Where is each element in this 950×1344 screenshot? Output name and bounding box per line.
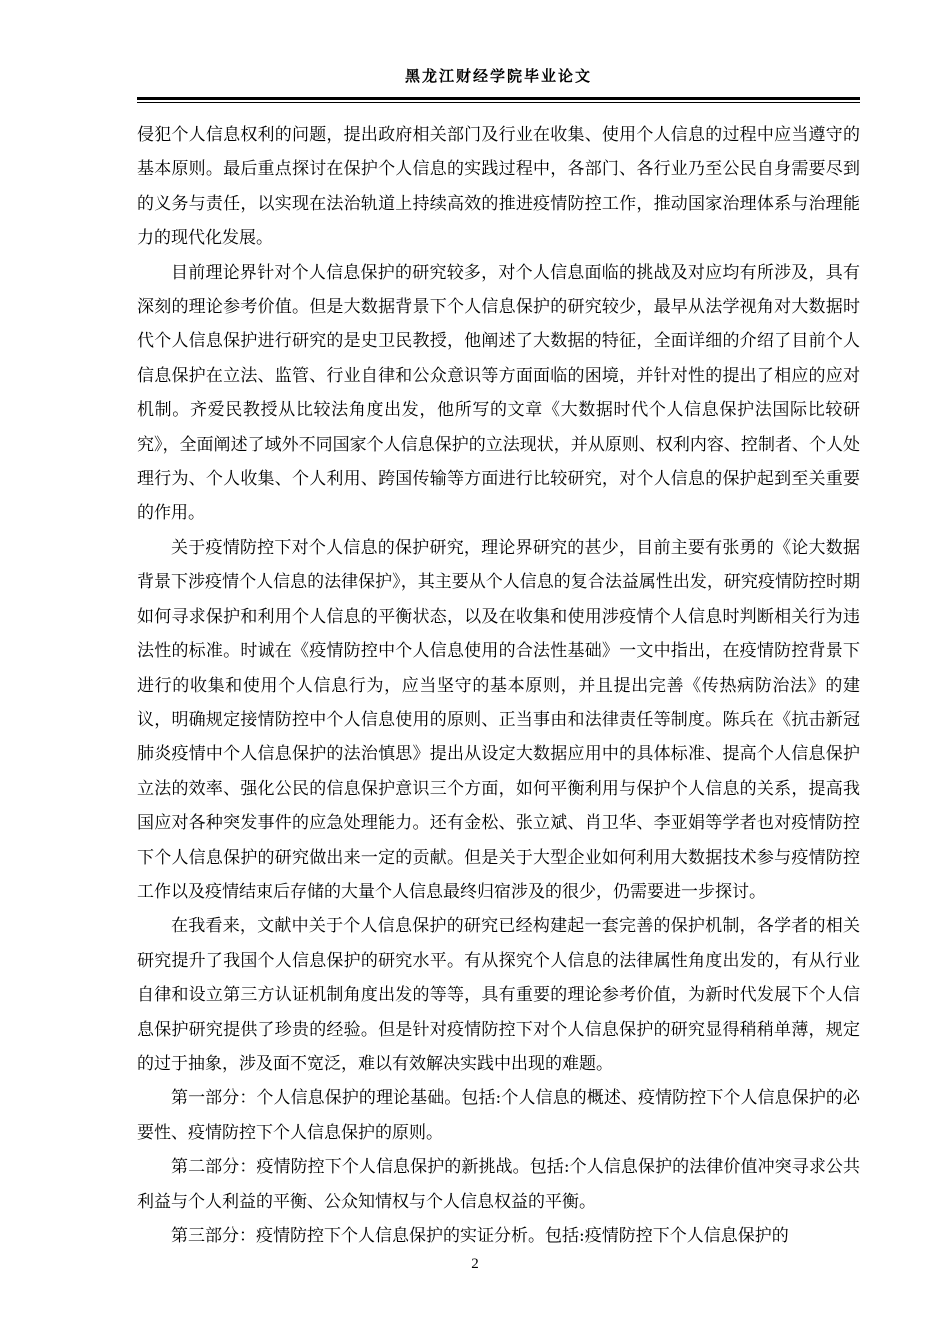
paragraph-4: 在我看来，文献中关于个人信息保护的研究已经构建起一套完善的保护机制，各学者的相关研究提升了我国个人信息保护的研究水平。有从探究个人信息的法律属性角度出发的，有从行业自律和设立第三方认证机制角度出发的等等，具有重要的理论参考价值，为新时代发展下个人信息保护研究提供了珍贵的经验。但是针对疫情防控下对个人信息保护的研究显得稍稍单薄，规定的过于抽象，涉及面不宽泛，难以有效解决实践中出现的难题。	[137, 916, 860, 1074]
header-rule-thin	[137, 102, 860, 103]
paragraph-5: 第一部分：个人信息保护的理论基础。包括:个人信息的概述、疫情防控下个人信息保护的必要性、疫情防控下个人信息保护的原则。	[137, 1088, 860, 1143]
paragraph-3: 关于疫情防控下对个人信息的保护研究，理论界研究的甚少，目前主要有张勇的《论大数据背景下涉疫情个人信息的法律保护》，其主要从个人信息的复合法益属性出发，研究疫情防控时期如何寻求保护和利用个人信息的平衡状态，以及在收集和使用涉疫情个人信息时判断相关行为违法性的标准。时诚在《疫情防控中个人信息使用的合法性基础》一文中指出，在疫情防控背景下进行的收集和使用个人信息行为，应当坚守的基本原则，并且提出完善《传热病防治法》的建议，明确规定接情防控中个人信息使用的原则、正当事由和法律责任等制度。陈兵在《抗击新冠肺炎疫情中个人信息保护的法治慎思》提出从设定大数据应用中的具体标准、提高个人信息保护立法的效率、强化公民的信息保护意识三个方面，如何平衡利用与保护个人信息的关系，提高我国应对各种突发事件的应急处理能力。还有金松、张立斌、肖卫华、李亚娟等学者也对疫情防控下个人信息保护的研究做出来一定的贡献。但是关于大型企业如何利用大数据技术参与疫情防控工作以及疫情结束后存储的大量个人信息最终归宿涉及的很少，仍需要进一步探讨。	[137, 537, 860, 902]
paragraph-7: 第三部分：疫情防控下个人信息保护的实证分析。包括:疫情防控下个人信息保护的	[171, 1226, 789, 1246]
paragraph-2: 目前理论界针对个人信息保护的研究较多，对个人信息面临的挑战及对应均有所涉及，具有深刻的理论参考价值。但是大数据背景下个人信息保护的研究较少，最早从法学视角对大数据时代个人信息保护进行研究的是史卫民教授，他阐述了大数据的特征，全面详细的介绍了目前个人信息保护在立法、监管、行业自律和公众意识等方面面临的困境，并针对性的提出了相应的应对机制。齐爱民教授从比较法角度出发，他所写的文章《大数据时代个人信息保护法国际比较研究》，全面阐述了域外不同国家个人信息保护的立法现状，并从原则、权利内容、控制者、个人处理行为、个人收集、个人利用、跨国传输等方面进行比较研究，对个人信息的保护起到至关重要的作用。	[137, 262, 860, 524]
paragraph-6: 第二部分：疫情防控下个人信息保护的新挑战。包括:个人信息保护的法律价值冲突寻求公共利益与个人利益的平衡、公众知情权与个人信息权益的平衡。	[137, 1157, 860, 1212]
running-header: 黑龙江财经学院毕业论文	[404, 67, 592, 85]
header-rule-thick	[137, 97, 860, 100]
body-text	[137, 118, 860, 1253]
paragraph-1: 侵犯个人信息权利的问题，提出政府相关部门及行业在收集、使用个人信息的过程中应当遵守的基本原则。最后重点探讨在保护个人信息的实践过程中，各部门、各行业乃至公民自身需要尽到的义务与责任，以实现在法治轨道上持续高效的推进疫情防控工作，推动国家治理体系与治理能力的现代化发展。	[137, 125, 860, 249]
page-number: 2	[471, 1256, 479, 1272]
